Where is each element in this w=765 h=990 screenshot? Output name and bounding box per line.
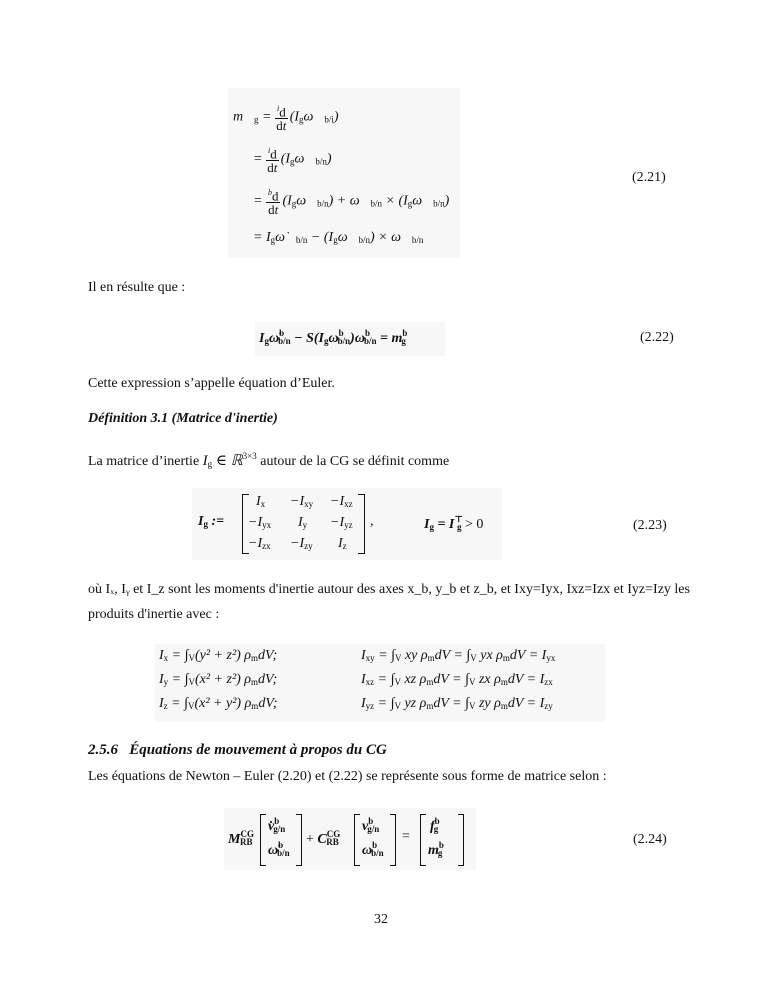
paragraph-newton-euler: Les équations de Newton – Euler (2.20) et (2.22) se représente sous forme de matrice selon :	[88, 769, 607, 784]
equation-2-22: Igω̇$^b$b/n − $S(Ig\omega^bb/n)\omega^bb/n = m^bg$	[255, 322, 445, 356]
inertia-integrals: Ix = ∫V(y² + z²) ρmdV; Iy = ∫V(x² + z²) ρmdV; Iz = ∫V(x² + y²) ρmdV; Ixy = ∫V xy ρmdV = ∫V yx ρmdV = Iyx Ixz = ∫V xz ρmdV = ∫V zx ρmdV = Izx Iyz = ∫V yz ρmdV = ∫V zy ρmdV = Izy	[155, 644, 605, 722]
inline-math-ig: Ig ∈ ℝ$^{3\times 3}$	[202, 451, 257, 469]
page-number: 32	[374, 912, 388, 927]
paragraph-il-en-resulte: Il en résulte que :	[88, 280, 186, 295]
paragraph-matrix-intro	[88, 446, 449, 474]
equation-2-23: Ig := Ix −Ixy −Ixz −Iyx Iy −Iyz −Izx −Izy Iz , Ig = I⊤g > 0	[192, 488, 502, 560]
definition-title: Définition 3.1 (Matrice d'inertie)	[88, 411, 278, 426]
paragraph-moments-line2: produits d'inertie avec :	[88, 607, 220, 622]
matrix-intro-start: La matrice d’inertie	[88, 454, 200, 469]
equation-2-21: m⃗g = $\frac{^id}{dt}$ (Igω⃗b/i) = $\frac{^id}{dt}$ (Igω⃗b/n) = $\frac{^bd}{dt}$ (Igω⃗b/n) + ω⃗b/n × (Igω⃗b/n) = Igω̇⃗b/n − (Igω⃗b/n) × ω⃗b/n	[228, 88, 460, 258]
equation-number-2-22: (2.22)	[640, 330, 674, 345]
equation-number-2-24: (2.24)	[633, 832, 667, 847]
equation-number-2-23: (2.23)	[633, 518, 667, 533]
section-heading-2-5-6: 2.5.6 Équations de mouvement à propos du CG	[88, 742, 387, 758]
equation-number-2-21: (2.21)	[632, 170, 666, 185]
paragraph-moments-line1: où Iₓ, Iᵧ et I_z sont les moments d'inertie autour des axes x_b, y_b et z_b, et Ixy=Iyx, Ixz=Izx et Iyz=Izy les	[88, 582, 690, 597]
matrix-intro-end: autour de la CG se définit comme	[260, 454, 450, 469]
equation-2-24: $M^{CG}RB$ v̇$^b$g/n ω̇$^b$b/n + $C^{CG}RB$ $v^bg/n$ $\omega^bb/n$ = $f^bg$ $m^bg$	[224, 808, 476, 870]
paragraph-euler: Cette expression s’appelle équation d’Euler.	[88, 376, 335, 391]
